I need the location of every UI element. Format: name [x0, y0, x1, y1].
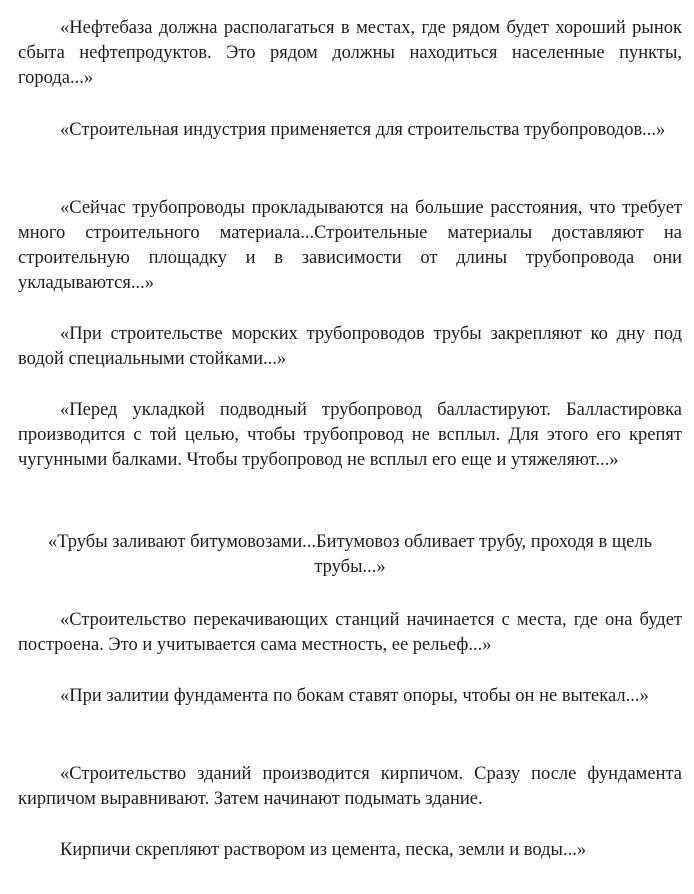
quote-paragraph-1: «Нефтебаза должна располагаться в местах, где рядом будет хороший рынок сбыта нефтепродуктов. Это рядом должны находиться населенные пункты, города...»: [18, 18, 682, 88]
quote-paragraph-6: «Трубы заливают битумовозами...Битумовоз обливает трубу, проходя в щель трубы...»: [47, 532, 653, 577]
quote-paragraph-4: «При строительстве морских трубопроводов трубы закрепляют ко дну под водой специальными стойками...»: [18, 324, 682, 369]
quote-paragraph-5: «Перед укладкой подводный трубопровод балластируют. Балластировка производится с той целью, чтобы трубопровод не всплыл. Для этого его крепят чугунными балками. Чтобы трубопровод не всплыл его еще и утяжеляют...»: [18, 400, 682, 470]
quote-paragraph-2: «Строительная индустрия применяется для строительства трубопроводов...»: [60, 120, 666, 140]
quote-paragraph-9: «Строительство зданий производится кирпичом. Сразу после фундамента кирпичом выравнивают. Затем начинают подымать здание.: [18, 764, 682, 809]
quote-paragraph-3: «Сейчас трубопроводы прокладываются на большие расстояния, что требует много строительного материала...Строительные материалы доставляют на строительную площадку и в зависимости от длины трубопровода они укладываются...»: [18, 198, 682, 293]
quote-paragraph-7: «Строительство перекачивающих станций начинается с места, где она будет построена. Это и учитывается сама местность, ее рельеф...»: [18, 610, 682, 655]
quote-paragraph-8: «При залитии фундамента по бокам ставят опоры, чтобы он не вытекал...»: [60, 686, 649, 706]
quote-paragraph-10: Кирпичи скрепляют раствором из цемента, песка, земли и воды...»: [60, 840, 587, 860]
